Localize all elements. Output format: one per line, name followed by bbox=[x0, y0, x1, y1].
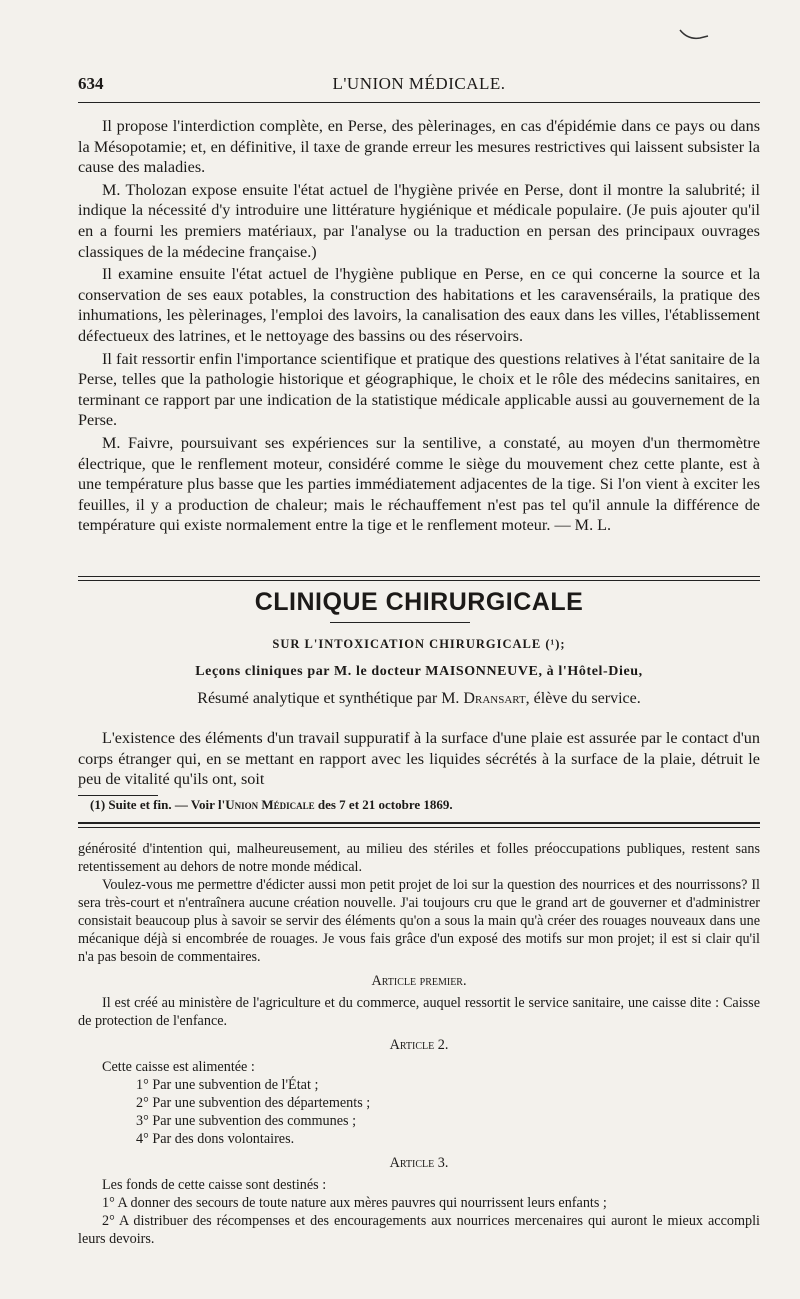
article-heading: Article 3. bbox=[389, 1155, 449, 1171]
paragraph: M. Faivre, poursuivant ses expériences sur la sentilive, a constaté, au moyen d'un thermomètre électrique, que le renflement moteur, considéré comme le siège du mouvement chez cette plante, est à une température plus basse que les parties immédiatement adjacentes de la tige. Si l'on vient à exciter les feuilles, il y a production de chaleur; mais le réchauffement n'est pas tel qu'il annule la différence de température qui existe normalement entre la tige et le renflement moteur. — M. L. bbox=[78, 433, 760, 535]
page-number: 634 bbox=[78, 74, 104, 93]
feuilleton-text bbox=[78, 840, 760, 1248]
clinique-body-text bbox=[78, 728, 760, 790]
article-heading: Article premier. bbox=[371, 973, 467, 989]
paragraph: Il est créé au ministère de l'agriculture et du commerce, auquel ressortit le service sanitaire, une caisse dite : Caisse de protection de l'enfance. bbox=[78, 995, 760, 1029]
summary-credit bbox=[78, 690, 760, 708]
feuilleton-divider-rule bbox=[78, 822, 760, 828]
paragraph: Il propose l'interdiction complète, en Perse, des pèlerinages, en cas d'épidémie dans ce pays ou dans la Mésopotamie; et, en définitive, il taxe de grande erreur les mesures restrictives qui laissent subsister la cause des maladies. bbox=[78, 117, 760, 177]
footnote-journal: Union Médicale bbox=[225, 797, 315, 812]
paragraph: Cette caisse est alimentée : bbox=[102, 1059, 255, 1075]
paragraph: M. Tholozan expose ensuite l'état actuel de l'hygiène privée en Perse, dont il montre la salubrité; il indique la nécessité d'y introduire une littérature hygiénique et médicale populaire. (Je puis ajouter qu'il en a fourni les premiers matériaux, par l'analyse ou la traduction en persan des principaux ouvrages classiques de la médecine française.) bbox=[78, 180, 760, 261]
paragraph: générosité d'intention qui, malheureusement, au milieu des stériles et folles préoccupations publiques, restent sans retentissement au dehors de notre monde médical. bbox=[78, 841, 760, 875]
footnote-suffix: des 7 et 21 octobre 1869. bbox=[314, 797, 453, 812]
paragraph: Les fonds de cette caisse sont destinés : bbox=[102, 1177, 327, 1193]
list-item: 3° Par une subvention des communes ; bbox=[136, 1113, 357, 1129]
summary-author: Dransart bbox=[463, 690, 526, 707]
lecture-credit: Leçons cliniques par M. le docteur MAISONNEUVE, à l'Hôtel-Dieu, bbox=[195, 664, 643, 679]
list-item: 1° Par une subvention de l'État ; bbox=[136, 1077, 319, 1093]
footnote-prefix: (1) Suite et fin. — Voir l' bbox=[90, 797, 226, 812]
list-item: 1° A donner des secours de toute nature aux mères pauvres qui nourrissent leurs enfants ; bbox=[102, 1195, 607, 1211]
summary-suffix: , élève du service. bbox=[525, 690, 641, 707]
paragraph: Voulez-vous me permettre d'édicter aussi mon petit projet de loi sur la question des nourrices et des nourrissons? Il sera très-court et n'entraînera aucune création nouvelle. J'ai toujours cru que le grand art de gouverner et d'administrer consistait beaucoup plus à savoir se servir des éléments qu'on a sous la main qu'à créer des rouages nouveaux dans une mécanique déjà si encombrée de rouages. Je vous fais grâce d'un exposé des motifs sur mon projet; il est si clair qu'il n'a pas besoin de commentaires. bbox=[78, 877, 760, 965]
paragraph: Il fait ressortir enfin l'importance scientifique et pratique des questions relatives à l'état sanitaire de la Perse, telles que la pathologie historique et géographique, le choix et le rôle des médecins sanitaires, en terminant ce rapport par une indication de la statistique médicale applicable aussi au gouvernement de la Perse. bbox=[78, 349, 760, 430]
title-underline bbox=[330, 622, 470, 623]
ink-mark-decoration bbox=[678, 28, 710, 42]
list-item: 2° A distribuer des récompenses et des encouragements aux nourrices mercenaires qui auront le mieux accompli leurs devoirs. bbox=[78, 1213, 760, 1247]
page-header bbox=[78, 74, 760, 98]
article-heading: Article 2. bbox=[389, 1037, 449, 1053]
section-subtitle: SUR L'INTOXICATION CHIRURGICALE (¹); bbox=[272, 637, 566, 651]
list-item: 2° Par une subvention des départements ; bbox=[136, 1095, 371, 1111]
section-divider-rule bbox=[78, 576, 760, 581]
list-item: 4° Par des dons volontaires. bbox=[136, 1131, 295, 1147]
running-title: L'UNION MÉDICALE. bbox=[332, 74, 506, 93]
footnote-rule bbox=[78, 795, 158, 796]
header-rule bbox=[78, 102, 760, 103]
paragraph: L'existence des éléments d'un travail suppuratif à la surface d'une plaie est assurée par le contact d'un corps étranger qui, en se mettant en rapport avec les liquides sécrétés à la surface de la plaie, détruit le peu de vitalité qu'ils ont, soit bbox=[78, 729, 760, 789]
upper-article-text bbox=[78, 116, 760, 538]
summary-prefix: Résumé analytique et synthétique par M. bbox=[197, 690, 464, 707]
footnote bbox=[90, 797, 760, 813]
section-title: CLINIQUE CHIRURGICALE bbox=[254, 588, 584, 616]
paragraph: Il examine ensuite l'état actuel de l'hygiène publique en Perse, en ce qui concerne la source et la conservation de ses eaux potables, la construction des habitations et les caravensérails, la pratique des inhumations, les pèlerinages, l'emploi des lavoirs, la canalisation des eaux dans les villes, l'établissement défectueux des latrines, et le nettoyage des bassins ou des réservoirs. bbox=[78, 265, 760, 345]
